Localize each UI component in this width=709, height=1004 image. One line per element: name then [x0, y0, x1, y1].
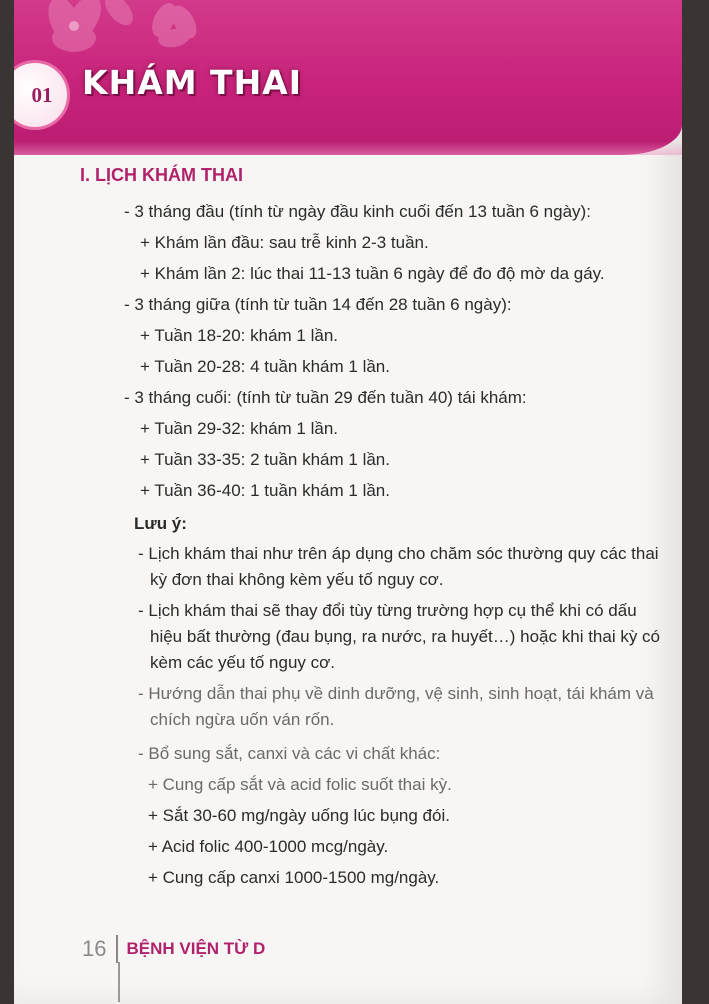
- schedule-subitem: + Tuần 29-32: khám 1 lần.: [140, 419, 338, 438]
- chapter-number: 01: [31, 82, 53, 107]
- book-page: [14, 0, 682, 1004]
- schedule-subitem: + Tuần 33-35: 2 tuần khám 1 lần.: [140, 450, 390, 469]
- footer-label: BỆNH VIỆN TỪ D: [126, 939, 266, 958]
- section-heading: I. LỊCH KHÁM THAI: [80, 165, 243, 185]
- schedule-item: - 3 tháng giữa (tính từ tuần 14 đến 28 tuần 6 ngày):: [124, 295, 512, 314]
- page-footer: [82, 935, 265, 963]
- notes-heading: Lưu ý:: [134, 514, 187, 533]
- schedule-subitem: + Khám lần đầu: sau trễ kinh 2-3 tuần.: [140, 233, 429, 252]
- note-item: - Lịch khám thai như trên áp dụng cho chăm sóc thường quy các thai kỳ đơn thai không kèm yếu tố nguy cơ.: [138, 544, 659, 589]
- supplement-item: + Cung cấp sắt và acid folic suốt thai kỳ.: [148, 775, 452, 794]
- schedule-subitem: + Tuần 36-40: 1 tuần khám 1 lần.: [140, 481, 390, 500]
- schedule-item: - 3 tháng đầu (tính từ ngày đầu kinh cuối đến 13 tuần 6 ngày):: [124, 202, 591, 221]
- chapter-title: KHÁM THAI: [82, 63, 303, 102]
- note-item: - Lịch khám thai sẽ thay đổi tùy từng trường hợp cụ thể khi có dấu hiệu bất thường (đau bụng, ra nước, ra huyết…) hoặc khi thai kỳ có kèm các yếu tố nguy cơ.: [138, 601, 660, 672]
- chapter-header-band: [14, 0, 682, 155]
- schedule-item: - 3 tháng cuối: (tính từ tuần 29 đến tuần 40) tái khám:: [124, 388, 527, 407]
- supplement-item: + Sắt 30-60 mg/ngày uống lúc bụng đói.: [148, 806, 450, 825]
- schedule-subitem: + Tuần 18-20: khám 1 lần.: [140, 326, 338, 345]
- page-content: [124, 196, 664, 893]
- chapter-number-badge: [14, 60, 70, 130]
- flower-decoration-icon: [134, 0, 224, 60]
- supplement-item: + Acid folic 400-1000 mcg/ngày.: [148, 837, 389, 856]
- schedule-subitem: + Tuần 20-28: 4 tuần khám 1 lần.: [140, 357, 390, 376]
- supplement-item: + Cung cấp canxi 1000-1500 mg/ngày.: [148, 868, 440, 887]
- flower-decoration-icon: [24, 0, 144, 70]
- note-item: - Hướng dẫn thai phụ về dinh dưỡng, vệ sinh, sinh hoạt, tái khám và chích ngừa uốn ván rốn.: [138, 684, 654, 729]
- footer-divider: [116, 935, 118, 963]
- schedule-subitem: + Khám lần 2: lúc thai 11-13 tuần 6 ngày để đo độ mờ da gáy.: [140, 264, 605, 283]
- page-number: 16: [82, 936, 107, 961]
- footer-rule: [118, 962, 120, 1002]
- note-item: - Bổ sung sắt, canxi và các vi chất khác:: [138, 744, 441, 763]
